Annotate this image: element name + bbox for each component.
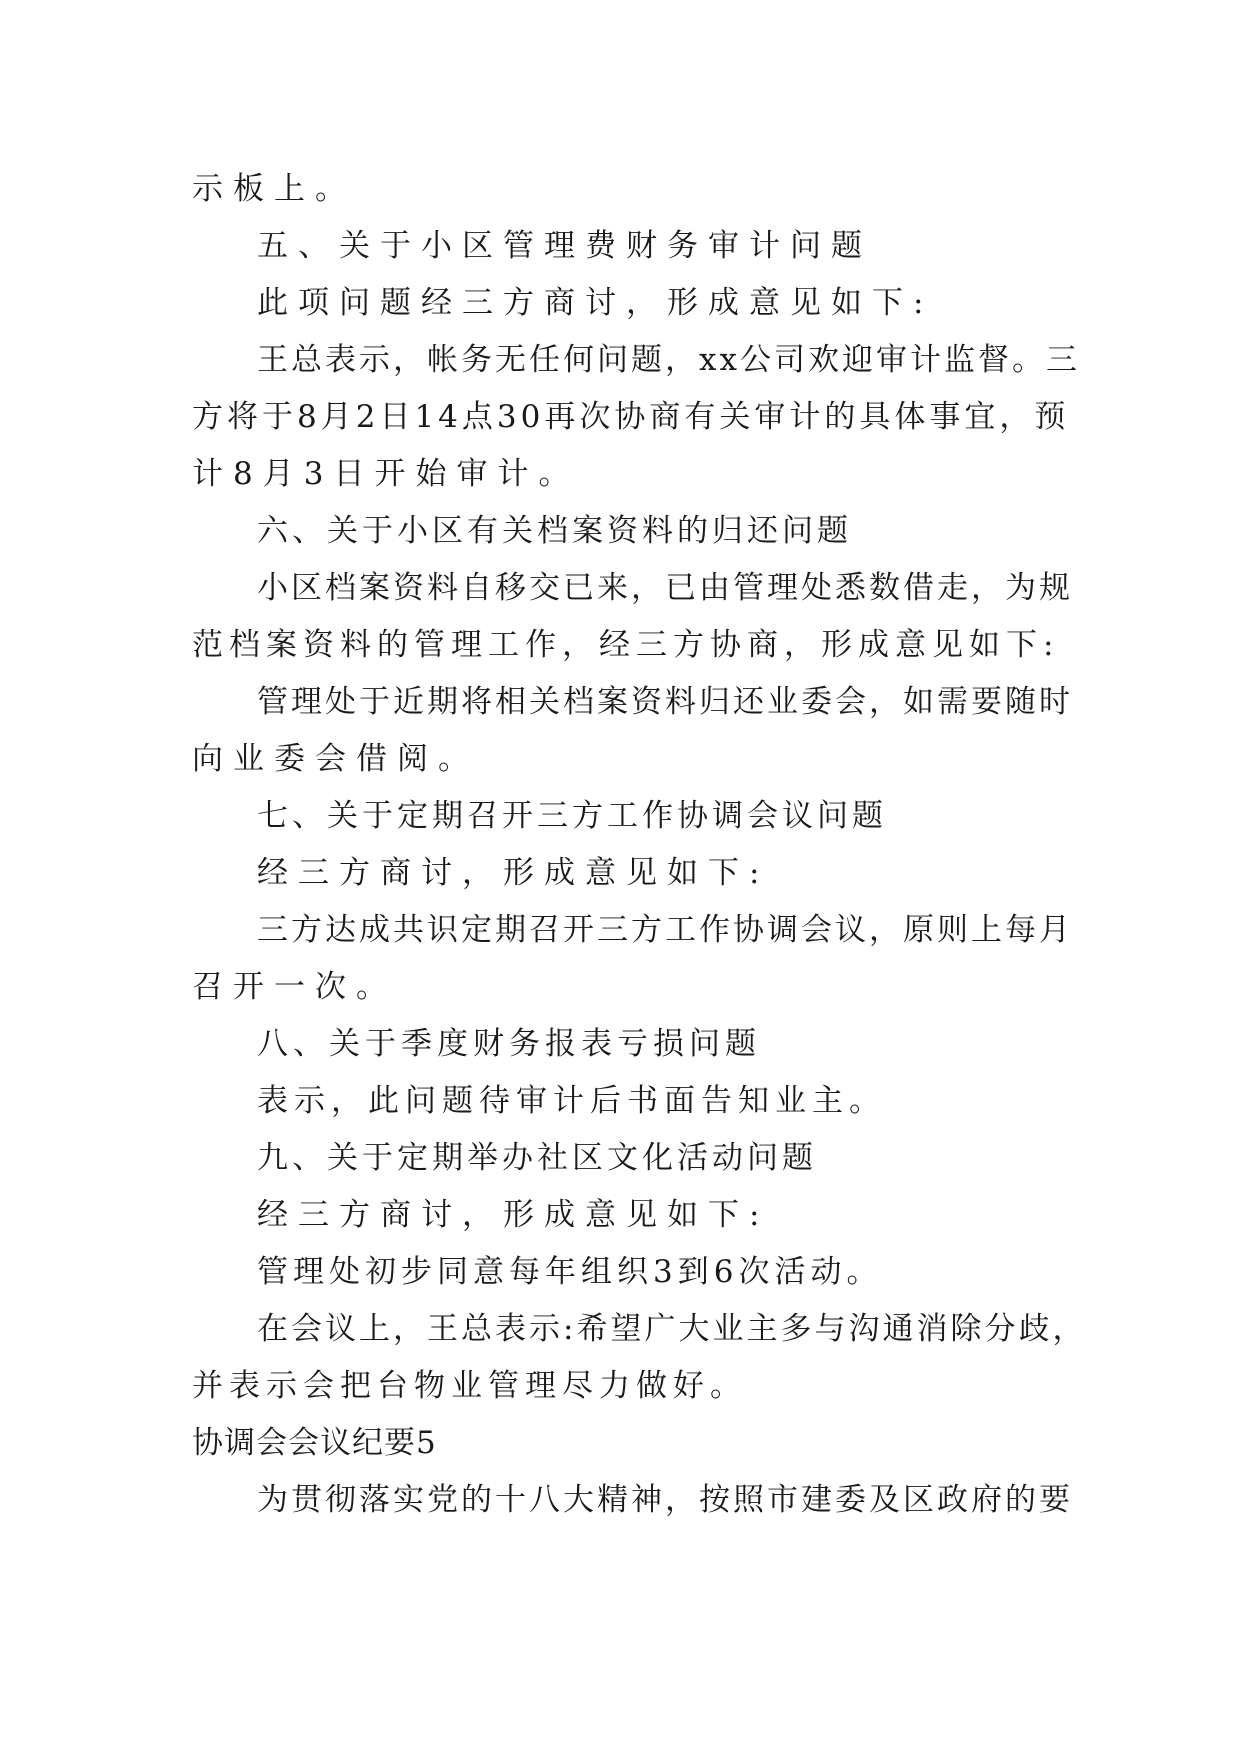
paragraph-line: 范档案资料的管理工作，经三方协商，形成意见如下: xyxy=(192,627,1060,663)
paragraph-line: 王总表示，帐务无任何问题，xx公司欢迎审计监督。三 xyxy=(257,342,1080,378)
section-heading-6: 六、关于小区有关档案资料的归还问题 xyxy=(257,513,852,549)
section-heading-8: 八、关于季度财务报表亏损问题 xyxy=(257,1026,761,1062)
paragraph-line: 向业委会借阅。 xyxy=(192,741,479,777)
paragraph-line: 为贯彻落实党的十八大精神，按照市建委及区政府的要 xyxy=(257,1482,1073,1518)
section-heading-5: 五、关于小区管理费财务审计问题 xyxy=(257,228,872,264)
paragraph-line: 三方达成共识定期召开三方工作协调会议，原则上每月 xyxy=(257,912,1073,948)
paragraph-line: 经三方商讨，形成意见如下: xyxy=(257,855,770,891)
paragraph-line: 在会议上，王总表示:希望广大业主多与沟通消除分歧， xyxy=(257,1311,1087,1347)
paragraph-line: 管理处初步同意每年组织3到6次活动。 xyxy=(257,1254,883,1290)
section-heading-7: 七、关于定期召开三方工作协调会议问题 xyxy=(257,798,887,834)
paragraph-line: 计8月3日开始审计。 xyxy=(192,456,580,492)
paragraph-line: 经三方商讨，形成意见如下: xyxy=(257,1197,770,1233)
paragraph-line: 方将于8月2日14点30再次协商有关审计的具体事宜，预 xyxy=(192,399,1070,435)
minutes-title-5: 协调会会议纪要5 xyxy=(192,1425,437,1461)
paragraph-line: 表示，此问题待审计后书面告知业主。 xyxy=(257,1083,886,1119)
paragraph-line: 管理处于近期将相关档案资料归还业委会，如需要随时 xyxy=(257,684,1073,720)
paragraph-line: 此项问题经三方商讨，形成意见如下: xyxy=(257,285,934,321)
section-heading-9: 九、关于定期举办社区文化活动问题 xyxy=(257,1140,817,1176)
paragraph-line: 小区档案资料自移交已来，已由管理处悉数借走，为规 xyxy=(257,570,1073,606)
paragraph-line: 召开一次。 xyxy=(192,969,397,1005)
paragraph-line: 并表示会把台物业管理尽力做好。 xyxy=(192,1368,747,1404)
paragraph-continuation: 示板上。 xyxy=(192,171,356,207)
